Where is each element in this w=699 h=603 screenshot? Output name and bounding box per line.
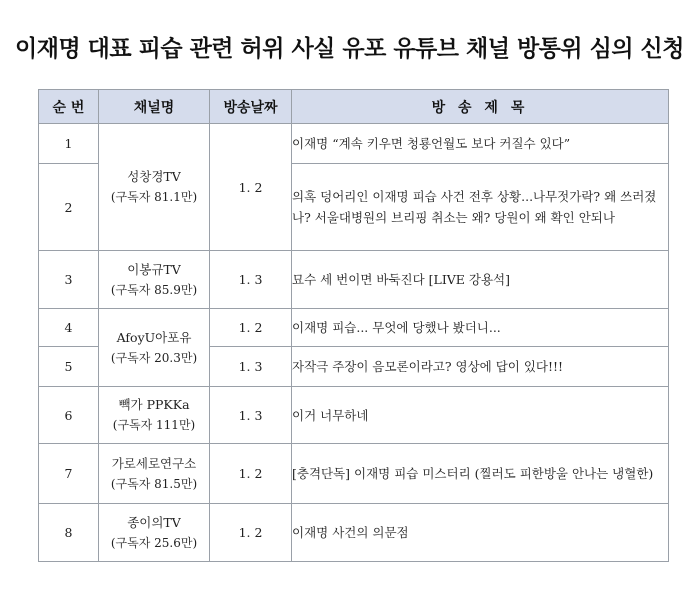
table-row: [39, 444, 669, 504]
broadcast-date: 1. 2: [210, 309, 292, 347]
channel-subscribers: (구독자 81.1만): [110, 190, 198, 204]
channel-cell: [99, 387, 210, 444]
channel-cell: [99, 504, 210, 562]
channel-cell: [99, 309, 210, 387]
channel-cell: [99, 251, 210, 309]
broadcast-date: 1. 3: [210, 251, 292, 309]
broadcast-title: 자작극 주장이 음모론이라고? 영상에 답이 있다!!!: [292, 347, 669, 387]
header-date: 방송날짜: [210, 90, 292, 124]
table-row: [39, 387, 669, 444]
channel-subscribers: (구독자 81.5만): [110, 476, 198, 491]
broadcast-date: 1. 3: [210, 347, 292, 387]
table-row: [39, 504, 669, 562]
table-row: [39, 251, 669, 309]
row-number: 7: [39, 444, 99, 504]
channel-name: 종이의TV: [127, 514, 181, 530]
channel-subscribers: (구독자 111만): [112, 418, 196, 432]
broadcast-title: 이거 너무하네: [292, 387, 669, 444]
broadcast-title: 이재명 피습... 무엇에 당했나 봤더니...: [292, 309, 669, 347]
broadcast-date: 1. 2: [210, 124, 292, 251]
row-number: 8: [39, 504, 99, 562]
channel-subscribers: (구독자 85.9만): [110, 282, 198, 297]
channel-subscribers: (구독자 25.6만): [110, 535, 198, 550]
document-title: 이재명 대표 피습 관련 허위 사실 유포 유튜브 채널 방통위 심의 신청: [15, 36, 684, 62]
channel-cell: [99, 444, 210, 504]
channel-name: 이봉규TV: [127, 261, 181, 277]
channel-name: 가로세로연구소: [111, 455, 197, 471]
header-broadcast-title: 방 송 제 목: [292, 90, 669, 124]
row-number: 3: [39, 251, 99, 309]
channel-cell: [99, 124, 210, 251]
row-number: 6: [39, 387, 99, 444]
broadcast-title: 의혹 덩어리인 이재명 피습 사건 전후 상황...나무젓가락? 왜 쓰러졌나? 서울대병원의 브리핑 취소는 왜? 당원이 왜 확인 안되나: [292, 164, 669, 251]
row-number: 1: [39, 124, 99, 164]
header-channel: 채널명: [99, 90, 210, 124]
row-number: 5: [39, 347, 99, 387]
broadcast-title: 이재명 사건의 의문점: [292, 504, 669, 562]
table-row: [39, 309, 669, 347]
broadcast-title: 묘수 세 번이면 바둑진다 [LIVE 강용석]: [292, 251, 669, 309]
header-number: 순 번: [39, 90, 99, 124]
table-header-row: [39, 90, 669, 124]
channel-name: 성창경TV: [127, 169, 181, 184]
channel-subscribers: (구독자 20.3만): [110, 350, 198, 365]
channel-table: [38, 89, 669, 562]
broadcast-title: [충격단독] 이재명 피습 미스터리 (찔러도 피한방울 안나는 냉혈한): [292, 444, 669, 504]
broadcast-date: 1. 2: [210, 444, 292, 504]
channel-name: 빽가 PPKKa: [118, 397, 190, 412]
table-row: [39, 124, 669, 164]
broadcast-date: 1. 2: [210, 504, 292, 562]
channel-name: AfoyU아포유: [116, 329, 192, 345]
broadcast-title: 이재명 “계속 키우면 청룡언월도 보다 커질수 있다”: [292, 124, 669, 164]
row-number: 2: [39, 164, 99, 251]
row-number: 4: [39, 309, 99, 347]
broadcast-date: 1. 3: [210, 387, 292, 444]
